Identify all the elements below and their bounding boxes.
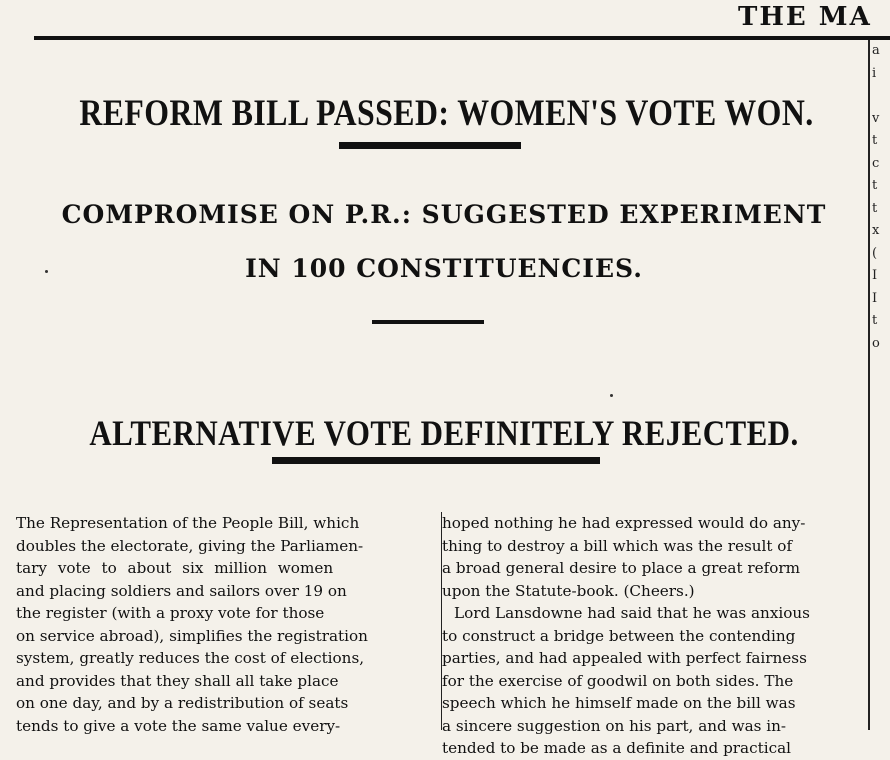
body-line: thing to destroy a bill which was the result of bbox=[442, 536, 793, 555]
body-line: system, greatly reduces the cost of elections, bbox=[16, 649, 365, 667]
adjacent-column-fragment bbox=[872, 40, 890, 730]
body-column-right bbox=[442, 512, 872, 760]
headline-divider-bar-1 bbox=[339, 142, 521, 149]
fragment-letter: x bbox=[872, 223, 880, 238]
headline-divider-bar-2 bbox=[372, 320, 484, 324]
fragment-letter: t bbox=[872, 178, 878, 193]
headline-divider-bar-3 bbox=[272, 457, 600, 464]
headline-third: ALTERNATIVE VOTE DEFINITELY REJECTED. bbox=[89, 413, 799, 453]
headline-main: REFORM BILL PASSED: WOMEN'S VOTE WON. bbox=[79, 93, 814, 134]
body-line: on service abroad), simplifies the registration bbox=[16, 626, 368, 645]
body-line: parties, and had appealed with perfect fairness bbox=[442, 649, 807, 667]
body-line: Lord Lansdowne had said that he was anxious bbox=[454, 604, 810, 622]
headline-sub-line-1: COMPROMISE ON P.R.: SUGGESTED EXPERIMENT bbox=[61, 200, 827, 229]
speck-1 bbox=[45, 270, 48, 273]
body-line: for the exercise of goodwil on both sides. The bbox=[442, 671, 794, 690]
fragment-letter: t bbox=[872, 200, 878, 216]
body-line: and placing soldiers and sailors over 19 on bbox=[16, 581, 347, 600]
body-line: tended to be made as a definite and practical bbox=[442, 739, 792, 757]
body-line: to construct a bridge between the contending bbox=[442, 626, 796, 645]
body-line: the register (with a proxy vote for those bbox=[16, 604, 325, 622]
fragment-letter: I bbox=[872, 290, 878, 306]
fragment-letter: o bbox=[872, 335, 880, 351]
body-line: hoped nothing he had expressed would do any- bbox=[442, 514, 806, 532]
body-line: and provides that they shall all take place bbox=[16, 671, 339, 690]
body-line: a sincere suggestion on his part, and was in- bbox=[442, 716, 787, 735]
body-line: The Representation of the People Bill, which bbox=[16, 514, 360, 532]
body-line: a broad general desire to place a great reform bbox=[442, 559, 801, 577]
body-line: doubles the electorate, giving the Parliamen- bbox=[16, 536, 364, 555]
fragment-letter: I bbox=[872, 268, 878, 283]
body-line: speech which he himself made on the bill was bbox=[442, 694, 796, 712]
fragment-letter: c bbox=[872, 155, 880, 171]
fragment-letter: v bbox=[872, 110, 880, 126]
fragment-letter: ( bbox=[872, 245, 878, 261]
fragment-letter: t bbox=[872, 313, 878, 328]
fragment-letter: i bbox=[872, 65, 877, 81]
fragment-letter bbox=[872, 85, 890, 108]
body-line: upon the Statute-book. (Cheers.) bbox=[442, 581, 695, 600]
body-line: tary vote to about six million women bbox=[16, 559, 334, 577]
fragment-letter: a bbox=[872, 43, 880, 58]
body-line: on one day, and by a redistribution of seats bbox=[16, 694, 349, 712]
speck-2 bbox=[610, 394, 613, 397]
masthead-title: THE MA bbox=[738, 2, 872, 32]
fragment-letter: t bbox=[872, 133, 878, 148]
body-line: tends to give a vote the same value every- bbox=[16, 716, 341, 735]
body-column-left bbox=[16, 512, 436, 737]
headline-sub-line-2: IN 100 CONSTITUENCIES. bbox=[245, 254, 643, 283]
